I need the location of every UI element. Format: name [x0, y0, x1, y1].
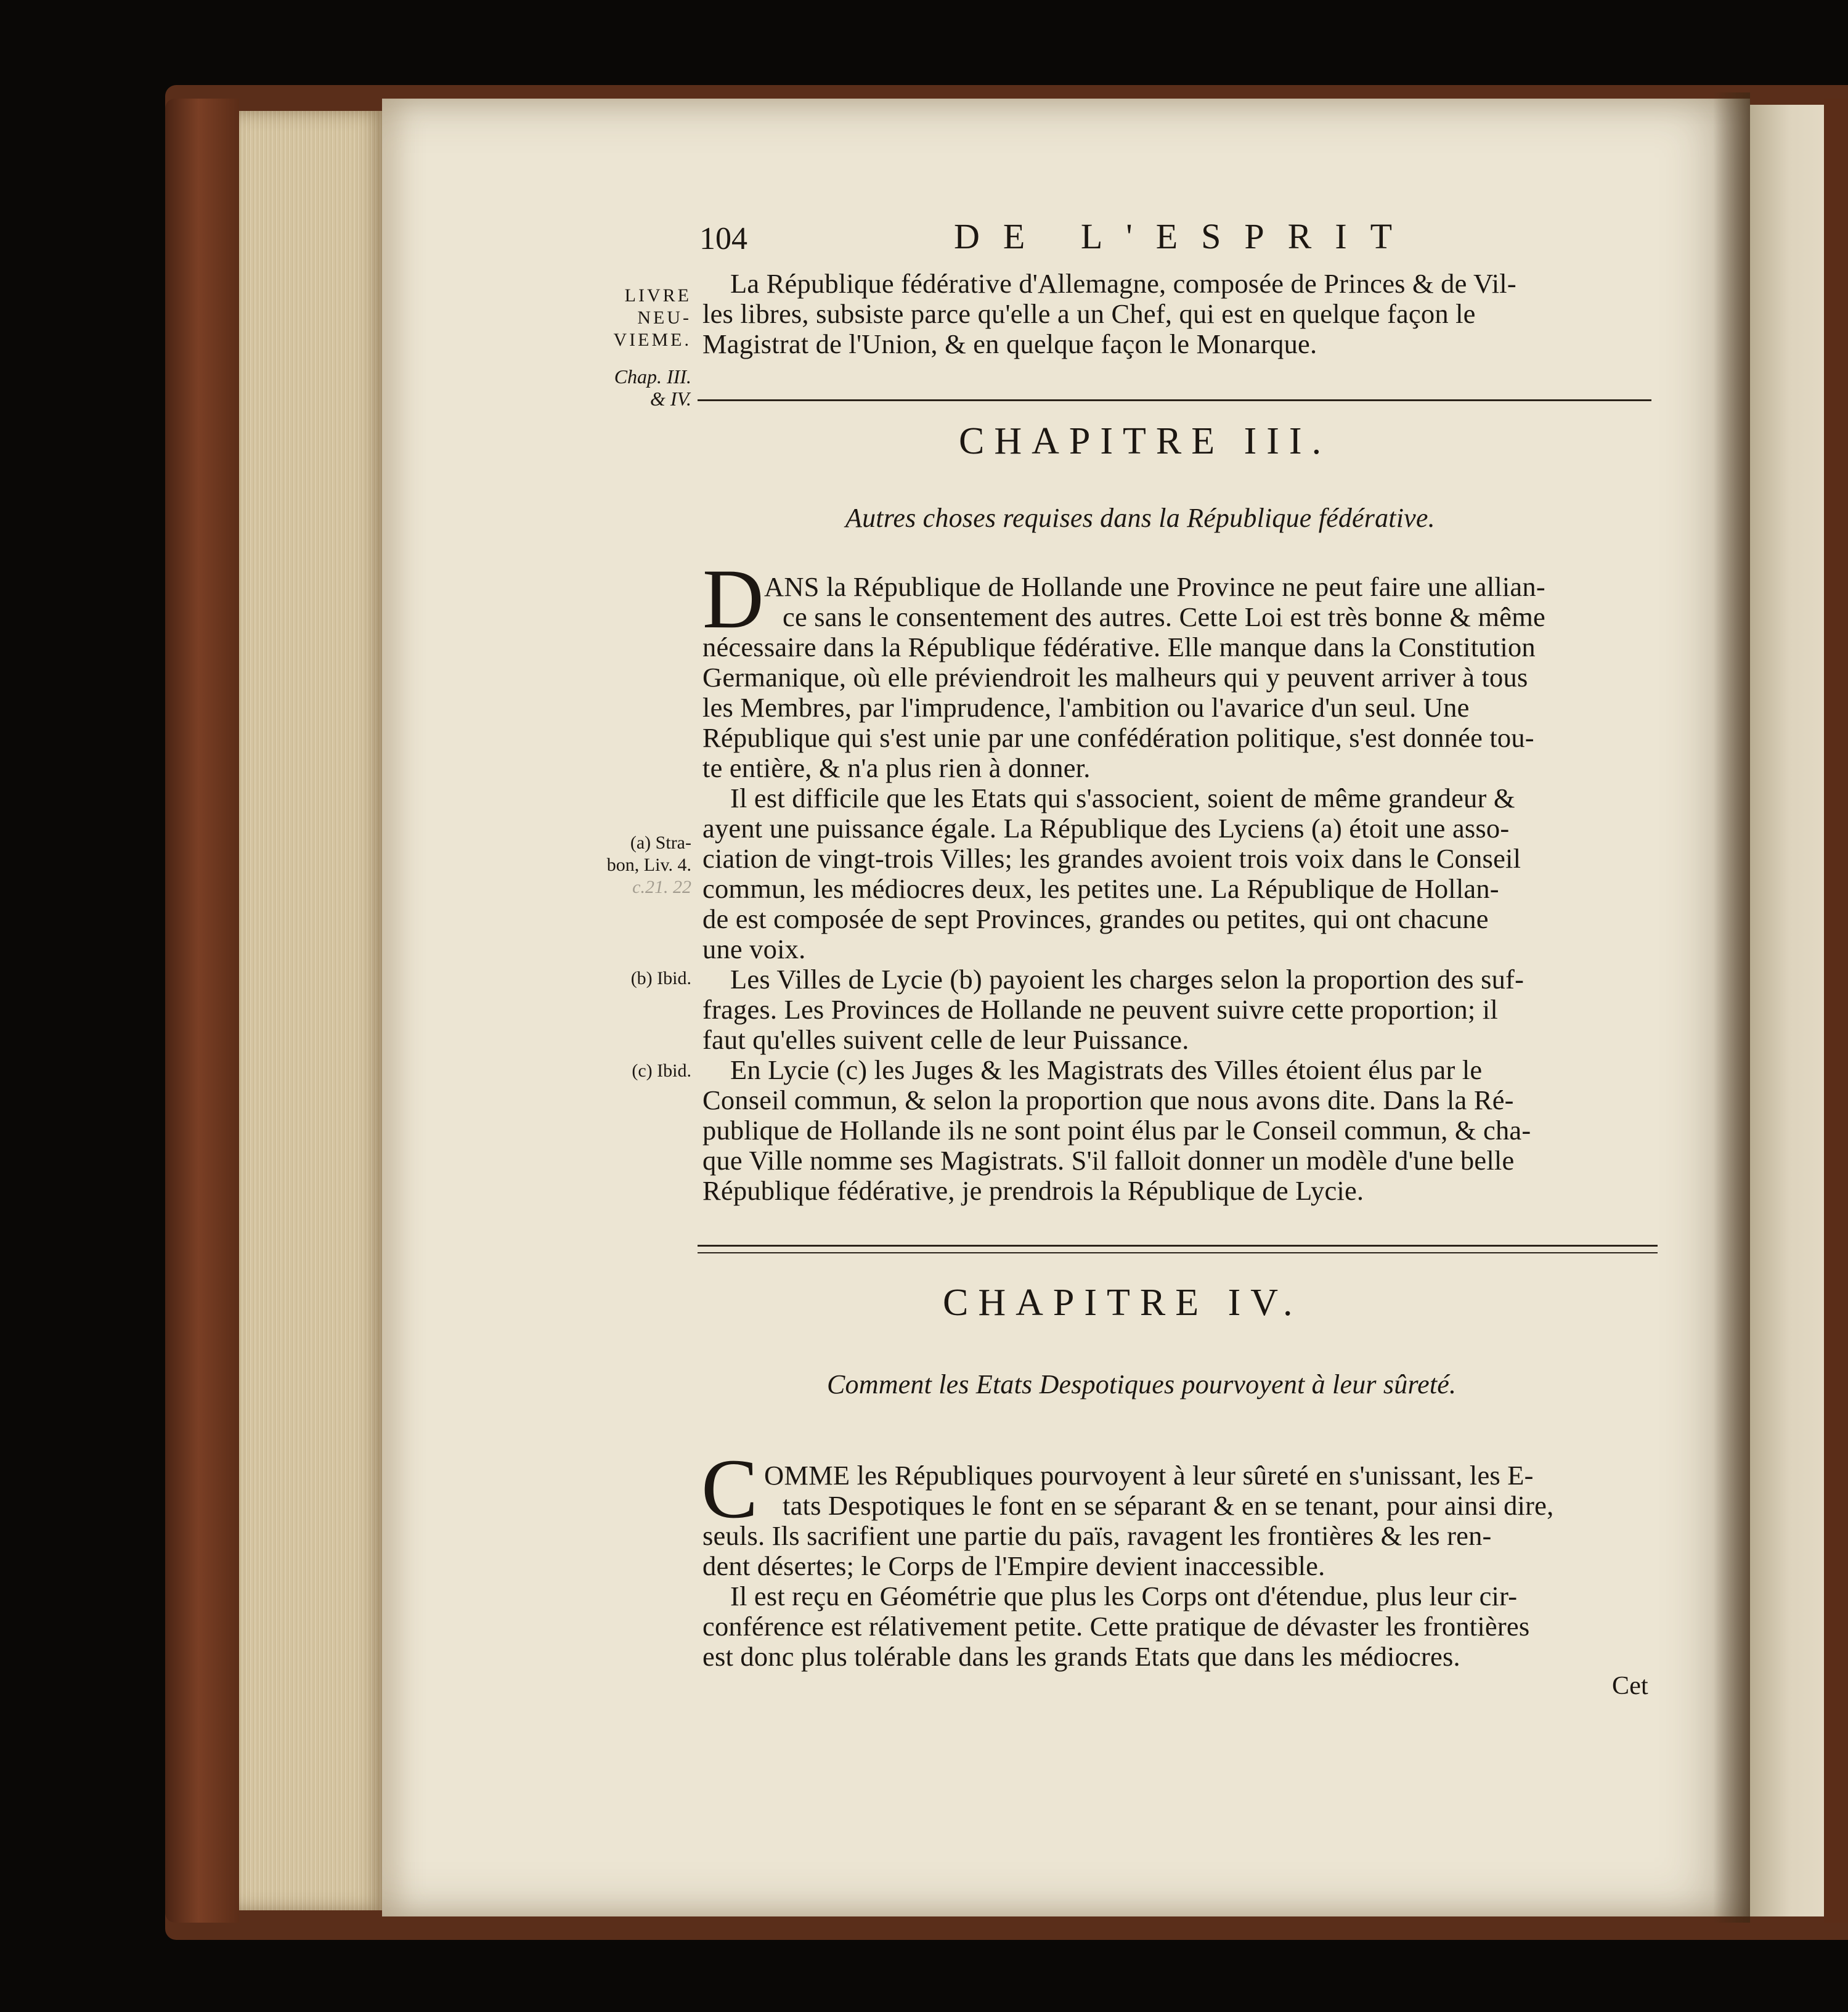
- text-line: République fédérative, je prendrois la République de Lycie.: [702, 1175, 1364, 1206]
- page-number: 104: [699, 221, 747, 256]
- text-line: les libres, subsiste parce qu'elle a un Chef, qui est en quelque façon le: [702, 298, 1476, 329]
- text-line: Il est difficile que les Etats qui s'associent, soient de même grandeur &: [730, 783, 1515, 813]
- text-line: te entière, & n'a plus rien à donner.: [702, 752, 1091, 783]
- text-line: seuls. Ils sacrifient une partie du païs, ravagent les frontières & les ren-: [702, 1520, 1492, 1551]
- text-line: ANS la République de Hollande une Province ne peut faire une allian-: [764, 571, 1545, 602]
- text-line: est donc plus tolérable dans les grands Etats que dans les médiocres.: [702, 1641, 1460, 1672]
- catchword: Cet: [1612, 1672, 1648, 1700]
- footnote-b: (b) Ibid.: [630, 968, 691, 988]
- text-line: ayent une puissance égale. La République des Lyciens (a) étoit une asso-: [702, 813, 1510, 844]
- book-spine: [165, 99, 239, 1923]
- facing-cover-edge: [1824, 99, 1848, 1923]
- margin-chapter-label: [568, 365, 691, 410]
- text-line: La République fédérative d'Allemagne, composée de Princes & de Vil-: [730, 268, 1516, 299]
- page-edges: [239, 111, 387, 1910]
- margin-book-line: VIEME.: [613, 330, 691, 350]
- footnote-a: [568, 832, 691, 898]
- text-line: commun, les médiocres deux, les petites une. La République de Hollan-: [702, 873, 1499, 904]
- text-line: ce sans le consentement des autres. Cette Loi est très bonne & même: [783, 601, 1545, 632]
- margin-chapter-line: & IV.: [650, 388, 691, 410]
- text-line: une voix.: [702, 934, 806, 964]
- text-line: Les Villes de Lycie (b) payoient les charges selon la proportion des suf-: [730, 964, 1524, 995]
- section-rule: [698, 1245, 1658, 1247]
- text-line: publique de Hollande ils ne sont point élus par le Conseil commun, & cha-: [702, 1115, 1531, 1146]
- footnote-a-line: bon, Liv. 4.: [606, 855, 691, 875]
- text-line: OMME les Républiques pourvoyent à leur sûreté en s'unissant, les E-: [764, 1460, 1534, 1491]
- text-line: conférence est rélativement petite. Cette pratique de dévaster les frontières: [702, 1611, 1530, 1642]
- margin-book-label: [568, 285, 691, 351]
- text-line: Magistrat de l'Union, & en quelque façon le Monarque.: [702, 328, 1317, 359]
- gutter-shadow: [1713, 92, 1750, 1923]
- running-title: DE L'ESPRIT: [954, 216, 1416, 256]
- margin-book-line: NEU-: [637, 308, 691, 328]
- text-line: que Ville nomme ses Magistrats. S'il falloit donner un modèle d'une belle: [702, 1145, 1515, 1176]
- chapter-4-subtitle: Comment les Etats Despotiques pourvoyent à leur sûreté.: [827, 1369, 1457, 1399]
- text-line: faut qu'elles suivent celle de leur Puissance.: [702, 1024, 1189, 1055]
- text-line: Germanique, où elle préviendroit les malheurs qui y peuvent arriver à tous: [702, 662, 1528, 693]
- text-line: dent désertes; le Corps de l'Empire devient inaccessible.: [702, 1550, 1325, 1581]
- text-line: frages. Les Provinces de Hollande ne peuvent suivre cette proportion; il: [702, 994, 1498, 1025]
- chapter-3-subtitle: Autres choses requises dans la République fédérative.: [845, 503, 1435, 533]
- margin-chapter-line: Chap. III.: [614, 365, 691, 388]
- text-line: Il est reçu en Géométrie que plus les Corps ont d'étendue, plus leur cir-: [730, 1581, 1518, 1611]
- chapter-4-heading: CHAPITRE IV.: [943, 1282, 1303, 1324]
- footnote-a-line: (a) Stra-: [630, 833, 691, 853]
- text-line: les Membres, par l'imprudence, l'ambition ou l'avarice d'un seul. Une: [702, 692, 1470, 723]
- text-line: de est composée de sept Provinces, grandes ou petites, qui ont chacune: [702, 903, 1489, 934]
- margin-book-line: LIVRE: [624, 285, 691, 306]
- footnote-a-line: c.21. 22: [632, 877, 691, 897]
- section-rule: [698, 399, 1651, 401]
- text-line: En Lycie (c) les Juges & les Magistrats des Villes étoient élus par le: [730, 1054, 1483, 1085]
- chapter-3-heading: CHAPITRE III.: [959, 420, 1332, 462]
- text-line: République qui s'est unie par une confédération politique, s'est donnée tou-: [702, 722, 1534, 753]
- text-line: tats Despotiques le font en se séparant & en se tenant, pour ainsi dire,: [783, 1490, 1554, 1521]
- drop-cap-c: C: [701, 1441, 759, 1536]
- text-line: ciation de vingt-trois Villes; les grandes avoient trois voix dans le Conseil: [702, 843, 1521, 874]
- footnote-c: (c) Ibid.: [632, 1061, 691, 1081]
- section-rule: [698, 1252, 1658, 1253]
- text-line: Conseil commun, & selon la proportion que nous avons dite. Dans la Ré-: [702, 1085, 1514, 1115]
- text-line: nécessaire dans la République fédérative. Elle manque dans la Constitution: [702, 632, 1536, 662]
- drop-cap-d: D: [702, 552, 764, 646]
